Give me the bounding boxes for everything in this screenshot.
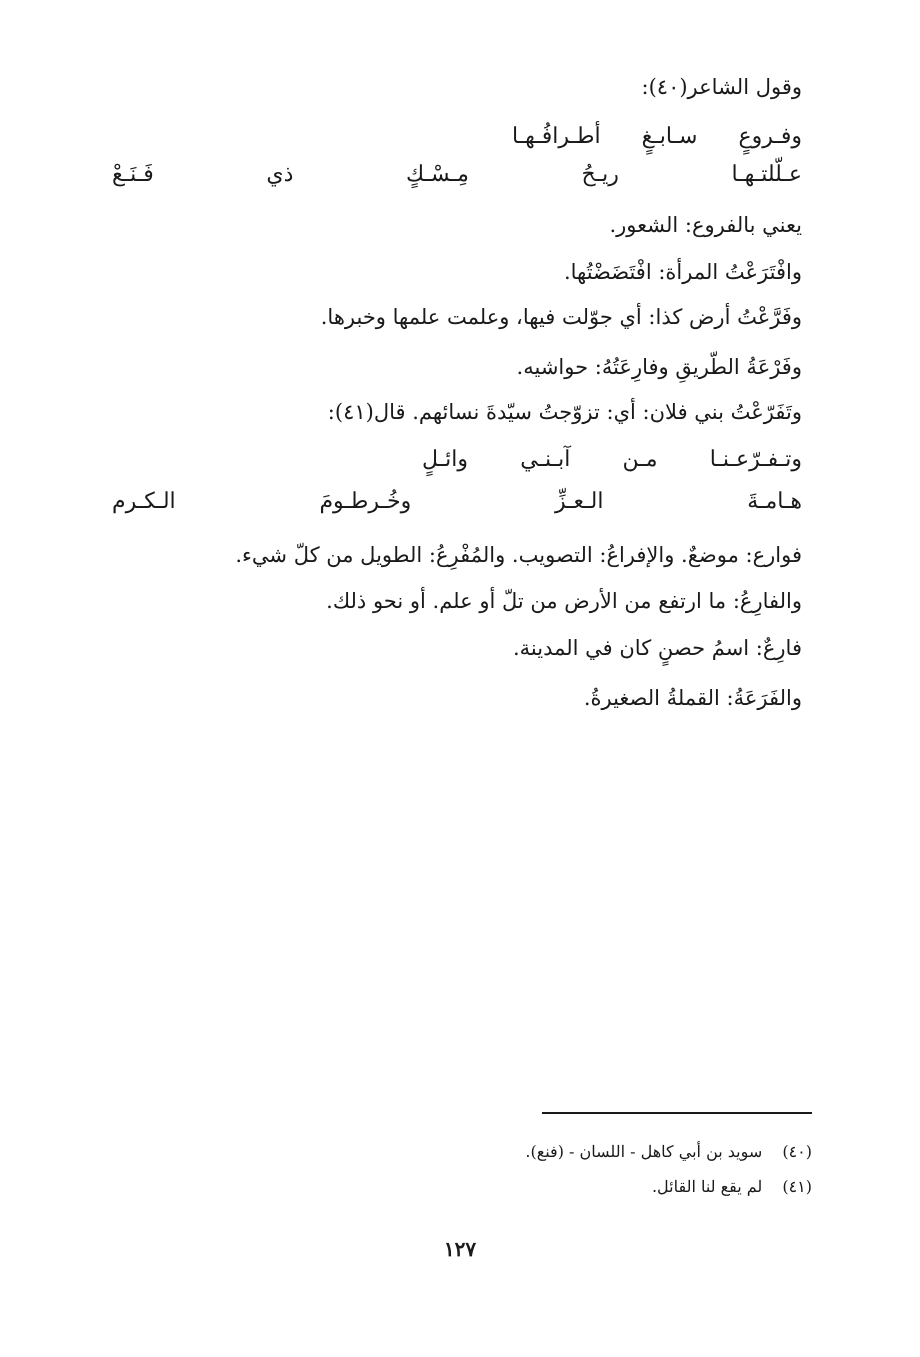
verse-hemistich <box>112 160 802 190</box>
text-line: فوارع: موضعٌ. والإفراعُ: التصويب. والمُفْرِعُ: الطويل من كلّ شيء. <box>235 543 802 567</box>
verse-word: ذي <box>266 162 294 187</box>
verse-word: الـكـرم <box>112 489 176 514</box>
text-line: وتَفَرّعْتُ بني فلان: أي: تزوّجتُ سيّدةَ نسائهم. قال(٤١): <box>327 400 802 424</box>
text-line: وفَرَّعْتُ أرض كذا: أي جوّلت فيها، وعلمت علمها وخبرها. <box>320 305 802 329</box>
text-line: فارِعٌ: اسمُ حصنٍ كان في المدينة. <box>512 636 802 660</box>
verse-word: وتـفـرّعـنـا <box>709 447 802 472</box>
text-line: وافْتَرَعْتُ المرأة: افْتَضَضْتُها. <box>563 260 802 284</box>
text-line: وفَرْعَةُ الطّريقِ وفارِعَتُهُ: حواشيه. <box>516 355 802 379</box>
verse-hemistich <box>422 445 802 475</box>
footnote-number: (٤١) <box>782 1177 812 1196</box>
verse-word: الـعـزِّ <box>554 489 604 514</box>
verse-hemistich <box>512 122 802 152</box>
verse-hemistich <box>112 487 802 517</box>
verse-word: هـامـةَ <box>747 489 802 514</box>
footnote-text: لم يقع لنا القائل. <box>651 1177 763 1196</box>
footnote-separator <box>542 1112 812 1114</box>
verse-word: مـن <box>622 447 658 472</box>
text-line: وقول الشاعر(٤٠): <box>641 75 802 99</box>
verse-word: سـابـغٍ <box>641 124 698 149</box>
page-number: ١٢٧ <box>443 1237 477 1261</box>
verse-word: ريـحُ <box>581 162 619 187</box>
verse-word: وائـلٍ <box>422 447 468 472</box>
footnote <box>652 1175 812 1199</box>
text-line: والفارِعُ: ما ارتفع من الأرض من تلّ أو علم. أو نحو ذلك. <box>326 589 802 613</box>
verse-word: وفـروعٍ <box>738 124 802 149</box>
text-line: والفَرَعَةُ: القملةُ الصغيرةُ. <box>583 686 802 710</box>
verse-word: فَـنَـعْ <box>112 162 154 187</box>
footnote <box>525 1140 812 1164</box>
verse-word: آبـنـي <box>520 447 571 472</box>
verse-word: أطـرافُـهـا <box>512 124 601 149</box>
footnote-text: سويد بن أبي كاهل - اللسان - (فنع). <box>525 1142 763 1161</box>
text-line: يعني بالفروع: الشعور. <box>609 213 802 237</box>
verse-word: وخُـرطـومَ <box>319 489 412 514</box>
verse-word: مِـسْـكٍ <box>406 162 469 187</box>
footnote-number: (٤٠) <box>782 1142 812 1161</box>
verse-word: عـلّلتـهـا <box>731 162 802 187</box>
